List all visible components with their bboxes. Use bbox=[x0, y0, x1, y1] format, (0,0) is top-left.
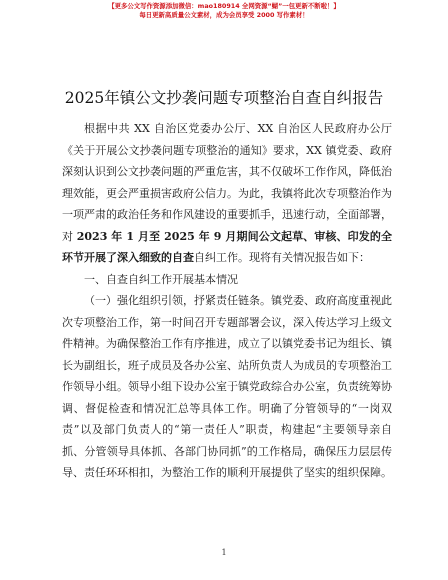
intro-text-1: 根据中共 XX 自治区党委办公厅、XX 自治区人民政府办公厅《关于开展公文抄袭问题专项整治的通知》要求，XX 镇党委、政府深刻认识到公文抄袭问题的严重危害，其不仅破坏工作作风，降低治理效能，更会严重损害政府公信力。为此，我镇将此次专项整治作为一项严肃的政治任务和作风建设的重要抓手，迅速行动，全面部署，对 bbox=[62, 122, 392, 243]
promo-banner-line-2: 每日更新高质量公文素材，成为会员享受 2000 写作素材！ bbox=[139, 11, 309, 19]
section-1-heading: 一、自查自纠工作开展基本情况 bbox=[84, 272, 238, 286]
section-1-paragraph-1: （一）强化组织引领，抒紧责任链条。镇党委、政府高度重视此次专项整治工作，第一时间召开专题部署会议，深入传达学习上级文件精神。为确保整治工作有序推进，成立了以镇党委书记为组长、镇长为副组长，班子成员及各办公室、站所负责人为成员的专项整治工作领导小组。领导小组下设办公室于镇党政综合办公室，负责统筹协调、督促检查和情况汇总等具体工作。明确了分管领导的“一岗双责”以及部门负责人的“第一责任人”职责，构建起“主要领导亲自抓、分管领导具体抓、各部门协同抓”的工作格局，确保压力层层传导、责任环环相扣，为整治工作的顺利开展提供了坚实的组织保障。 bbox=[62, 294, 392, 479]
intro-text-2: 自纠工作。现将有关情况报告如下： bbox=[194, 251, 370, 264]
intro-bold-period: 2023 年 1 月至 2025 年 9 月期间公文起草、审核、印发的全环节开展了深入细致的自查 bbox=[62, 229, 393, 264]
promo-banner bbox=[0, 2, 448, 20]
promo-banner-line-1: 【更多公文写作资源添加微信：mao180914 全网资源“蝴”一包更新不断啦！】 bbox=[108, 2, 340, 10]
page-number: 1 bbox=[221, 548, 227, 557]
document-body bbox=[62, 118, 392, 484]
document-title: 2025年镇公文抄袭问题专项整治自查自纠报告 bbox=[64, 89, 384, 107]
intro-paragraph bbox=[62, 118, 392, 269]
